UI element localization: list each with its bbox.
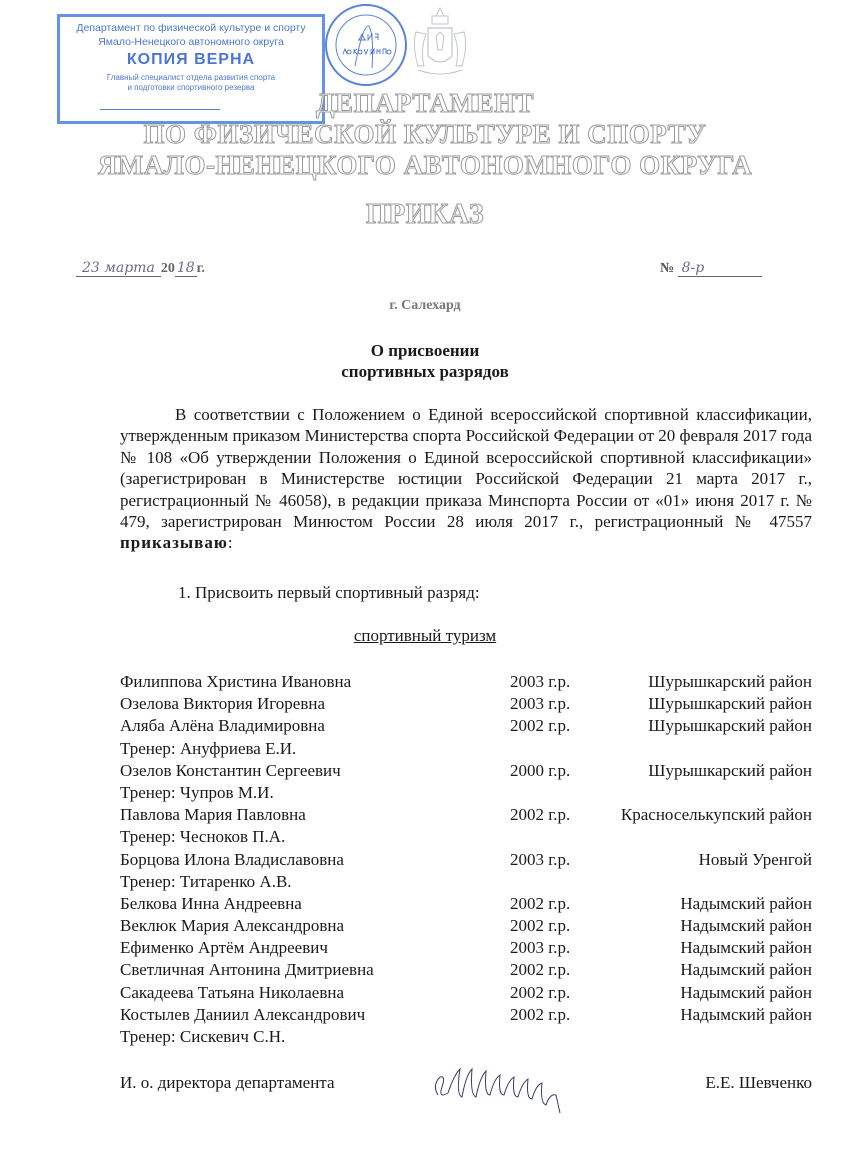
seal-icon bbox=[327, 6, 405, 84]
row-name: Светличная Антонина Дмитриевна bbox=[120, 960, 374, 980]
number-value: 8-р bbox=[678, 260, 762, 277]
athlete-row bbox=[120, 760, 812, 782]
sport-discipline: спортивный туризм bbox=[353, 626, 497, 645]
stamp-certified-copy: КОПИЯ ВЕРНА bbox=[126, 51, 256, 68]
preamble-text: В соответствии с Положением о Единой всероссийской спортивной классификации, утвержденным приказом Министерства спорта Российской Федерации от 20 февраля 2017 года № 108 «Об утверждении Положения о Единой всероссийской спортивной классификации» (зарегистрирован в Министерстве юстиции Российской Федерации 21 марта 2017 г., регистрационный № 46058), в редакции приказа Минспорта России от «01» июня 2017 г. № 479, зарегистрирован Минюстом России 28 июля 2017 г., регистрационный № 47557 bbox=[120, 405, 812, 532]
coach-row bbox=[120, 826, 812, 848]
row-name: Озелов Константин Сергеевич bbox=[120, 760, 341, 780]
coach-row bbox=[120, 782, 812, 804]
header-line-3: ЯМАЛО-НЕНЕЦКОГО АВТОНОМНОГО ОКРУГА bbox=[97, 150, 753, 180]
row-place: Надымский район bbox=[680, 938, 812, 958]
row-name: Тренер: Титаренко А.В. bbox=[120, 871, 292, 891]
athlete-row bbox=[120, 693, 812, 715]
row-year: 2002 г.р. bbox=[510, 893, 571, 913]
row-name: Веклюк Мария Александровна bbox=[120, 916, 345, 936]
coach-row bbox=[120, 1026, 812, 1048]
row-place: Надымский район bbox=[680, 960, 812, 980]
row-name: Сакадеева Татьяна Николаевна bbox=[120, 982, 345, 1002]
athlete-row bbox=[120, 715, 812, 737]
date-year-prefix: 20 bbox=[160, 261, 175, 276]
athlete-row bbox=[120, 937, 812, 959]
stamp-line-2: Ямало-Ненецкого автономного округа bbox=[98, 36, 284, 48]
athlete-row bbox=[120, 959, 812, 981]
signatory-title: И. о. директора департамента bbox=[120, 1073, 335, 1092]
signatory-name: Е.Е. Шевченко bbox=[705, 1073, 812, 1092]
title-line-1: О присвоении bbox=[370, 341, 480, 360]
row-place: Надымский район bbox=[680, 893, 812, 913]
row-year: 2003 г.р. bbox=[510, 849, 571, 869]
athlete-row bbox=[120, 1004, 812, 1026]
row-name: Тренер: Чесноков П.А. bbox=[120, 827, 286, 847]
row-year: 2002 г.р. bbox=[510, 982, 571, 1002]
row-name: Белкова Инна Андреевна bbox=[120, 893, 302, 913]
stamp-line-4: Главный специалист отдела развития спорта bbox=[106, 73, 276, 82]
date-year-suffix: 18 bbox=[176, 260, 195, 276]
number-label: № bbox=[660, 261, 675, 276]
order-title bbox=[0, 340, 850, 382]
athlete-row bbox=[120, 915, 812, 937]
row-year: 2002 г.р. bbox=[510, 805, 571, 825]
row-year: 2000 г.р. bbox=[510, 760, 571, 780]
row-name: Озелова Виктория Игоревна bbox=[120, 694, 326, 714]
athlete-row bbox=[120, 804, 812, 826]
row-name: Тренер: Ануфриева Е.И. bbox=[120, 738, 297, 758]
preamble-colon: : bbox=[227, 533, 233, 553]
row-year: 2002 г.р. bbox=[510, 960, 571, 980]
coach-row bbox=[120, 738, 812, 760]
stamp-line-1: Департамент по физической культуре и спорту bbox=[76, 22, 306, 34]
row-place: Шурышкарский район bbox=[648, 672, 812, 691]
row-year: 2002 г.р. bbox=[510, 716, 571, 736]
order-verb: приказываю bbox=[120, 533, 228, 553]
row-year: 2003 г.р. bbox=[510, 672, 571, 691]
coat-of-arms-icon bbox=[410, 6, 470, 82]
row-year: 2002 г.р. bbox=[510, 916, 571, 936]
row-place: Надымский район bbox=[680, 1004, 812, 1024]
date-suffix: г. bbox=[196, 261, 205, 276]
preamble-paragraph bbox=[120, 404, 812, 554]
row-name: Филиппова Христина Ивановна bbox=[120, 672, 352, 691]
row-place: Новый Уренгой bbox=[698, 849, 812, 869]
athlete-row bbox=[120, 671, 812, 693]
row-place: Надымский район bbox=[680, 982, 812, 1002]
coach-row bbox=[120, 871, 812, 893]
stamp-line-5: и подготовки спортивного резерва bbox=[127, 83, 255, 92]
title-line-2: спортивных разрядов bbox=[341, 362, 509, 381]
row-place: Надымский район bbox=[680, 916, 812, 936]
header-line-2: ПО ФИЗИЧЕСКОЙ КУЛЬТУРЕ И СПОРТУ bbox=[143, 119, 707, 149]
row-name: Аляба Алёна Владимировна bbox=[120, 716, 325, 736]
order-date bbox=[76, 260, 205, 277]
row-year: 2003 г.р. bbox=[510, 694, 571, 714]
row-name: Ефименко Артём Андреевич bbox=[120, 938, 328, 958]
row-place: Шурышкарский район bbox=[648, 760, 812, 780]
row-year: 2003 г.р. bbox=[510, 938, 571, 958]
round-seal bbox=[325, 4, 407, 86]
seal-lettering bbox=[343, 34, 391, 54]
row-name: Тренер: Сискевич С.Н. bbox=[120, 1027, 286, 1046]
item-1: 1. Присвоить первый спортивный разряд: bbox=[178, 583, 480, 602]
athlete-row bbox=[120, 849, 812, 871]
row-place: Шурышкарский район bbox=[648, 716, 812, 736]
handwritten-signature bbox=[430, 1055, 570, 1115]
athlete-row bbox=[120, 982, 812, 1004]
row-name: Павлова Мария Павловна bbox=[120, 805, 306, 825]
athlete-list bbox=[120, 671, 812, 1048]
row-name: Костылев Даниил Александрович bbox=[120, 1004, 366, 1024]
document-type: ПРИКАЗ bbox=[365, 199, 485, 230]
city: г. Салехард bbox=[389, 298, 461, 313]
row-place: Красноселькупский район bbox=[620, 805, 812, 825]
header-department: ДЕПАРТАМЕНТ bbox=[315, 88, 535, 118]
row-year: 2002 г.р. bbox=[510, 1004, 571, 1024]
row-place: Шурышкарский район bbox=[648, 694, 812, 714]
row-name: Борцова Илона Владиславовна bbox=[120, 849, 344, 869]
order-number bbox=[660, 260, 762, 277]
athlete-row bbox=[120, 893, 812, 915]
row-name: Тренер: Чупров М.И. bbox=[120, 782, 274, 802]
date-day-month: 23 марта bbox=[76, 260, 161, 277]
